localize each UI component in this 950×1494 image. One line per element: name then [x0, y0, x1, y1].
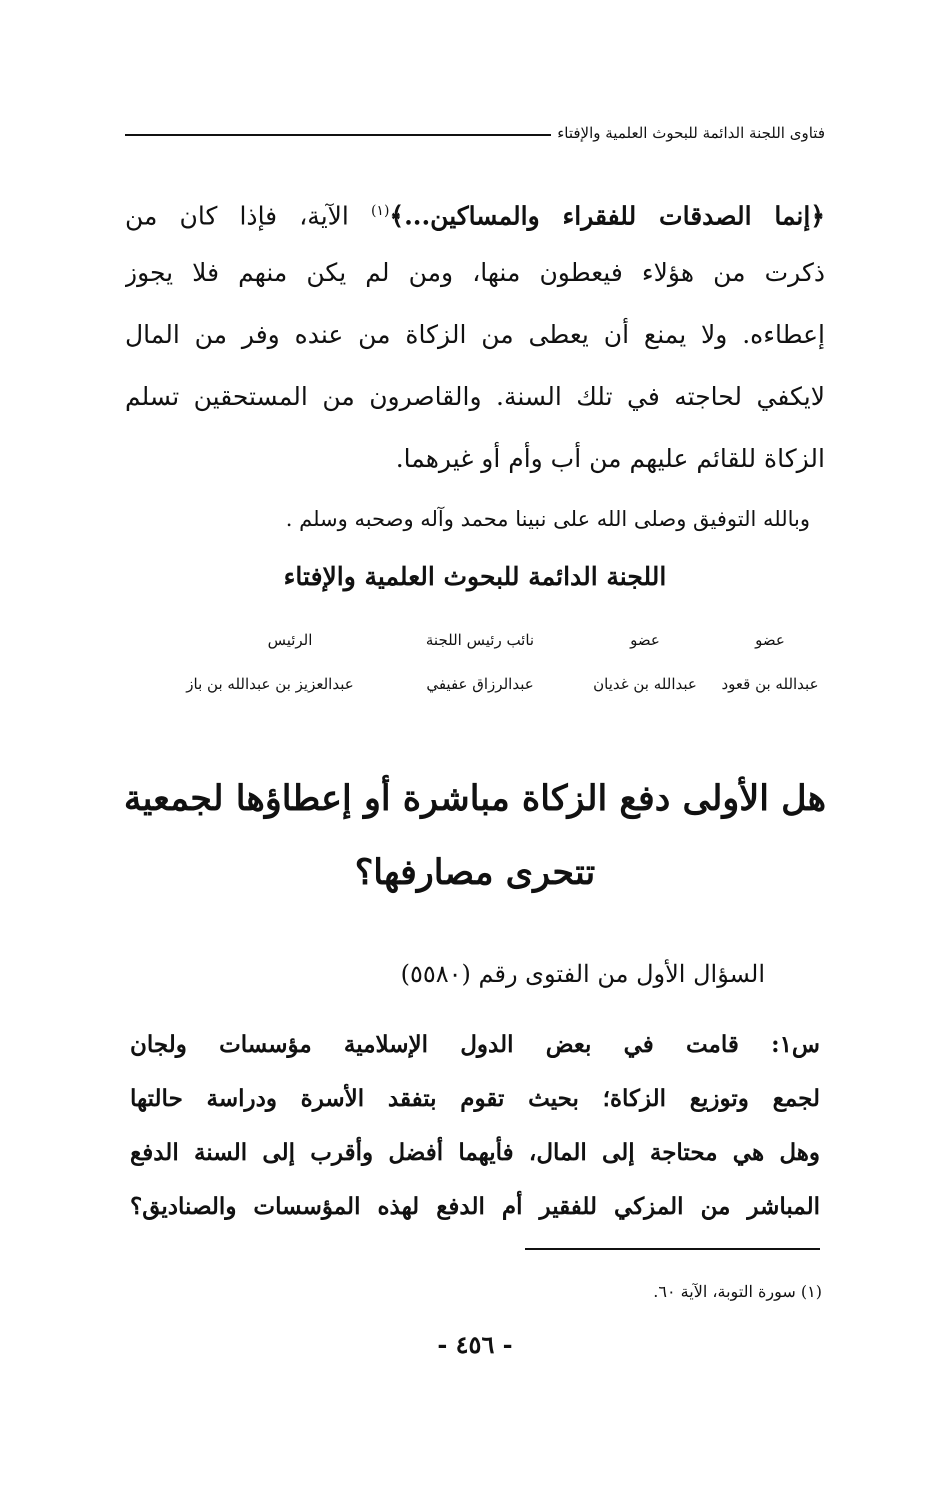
question-line-3: وهل هي محتاجة إلى المال، فأيهما أفضل وأقرب إلى السنة الدفع: [130, 1139, 820, 1166]
member-names-row: [125, 669, 825, 699]
header-rule: [125, 134, 551, 136]
running-header: [125, 118, 825, 148]
answer-line-2: ذكرت من هؤلاء فيعطون منها، ومن لم يكن منهم فلا يجوز: [125, 258, 825, 287]
question-line-4: المباشر من المزكي للفقير أم الدفع لهذه المؤسسات والصناديق؟: [130, 1193, 820, 1220]
question-text: [130, 1018, 820, 1234]
answer-line-3: إعطاءه. ولا يمنع أن يعطى من الزكاة من عنده وفر من المال: [125, 320, 825, 349]
member-name: عبدالعزيز بن عبدالله بن باز: [186, 675, 354, 693]
member-role: عضو: [630, 631, 660, 649]
header-title: فتاوى اللجنة الدائمة للبحوث العلمية والإفتاء: [557, 124, 825, 142]
member-roles-row: [125, 625, 825, 655]
member-role: الرئيس: [267, 631, 313, 649]
member-role: نائب رئيس اللجنة: [425, 631, 535, 649]
question-heading-line-1: هل الأولى دفع الزكاة مباشرة أو إعطاؤها لجمعية: [123, 778, 827, 819]
answer-line-5: الزكاة للقائم عليهم من أب وأم أو غيرهما.: [395, 444, 825, 473]
committee-title: اللجنة الدائمة للبحوث العلمية والإفتاء: [283, 562, 667, 591]
footnote-marker[interactable]: (١): [370, 203, 390, 219]
page-number: - ٤٥٦ -: [437, 1330, 513, 1359]
footnote: (١) سورة التوبة، الآية ٦٠.: [653, 1282, 822, 1301]
answer-line-1-rest: الآية، فإذا كان من: [125, 201, 349, 231]
footnote-rule: [525, 1248, 820, 1250]
question-heading-line-2: تتحرى مصارفها؟: [354, 852, 596, 893]
member-name: عبدالله بن قعود: [721, 675, 819, 693]
member-name: عبدالرزاق عفيفي: [426, 675, 534, 693]
member-role: عضو: [755, 631, 785, 649]
committee-members: [125, 625, 825, 699]
answer-line-1: [125, 180, 825, 242]
fatwa-reference: السؤال الأول من الفتوى رقم (٥٥٨٠): [400, 960, 765, 988]
quran-verse: ﴿إنما الصدقات للفقراء والمساكين...﴾: [389, 201, 825, 231]
answer-line-4: لايكفي لحاجته في تلك السنة. والقاصرون من المستحقين تسلم: [125, 382, 825, 411]
question-line-2: لجمع وتوزيع الزكاة؛ بحيث تقوم بتفقد الأسرة ودراسة حالتها: [130, 1085, 820, 1112]
answer-body: [125, 180, 825, 490]
closing-formula: وبالله التوفيق وصلى الله على نبينا محمد وآله وصحبه وسلم .: [285, 507, 810, 531]
question-line-1: س١: قامت في بعض الدول الإسلامية مؤسسات ولجان: [130, 1031, 820, 1058]
member-name: عبدالله بن غديان: [593, 675, 697, 693]
question-heading: [0, 762, 950, 910]
